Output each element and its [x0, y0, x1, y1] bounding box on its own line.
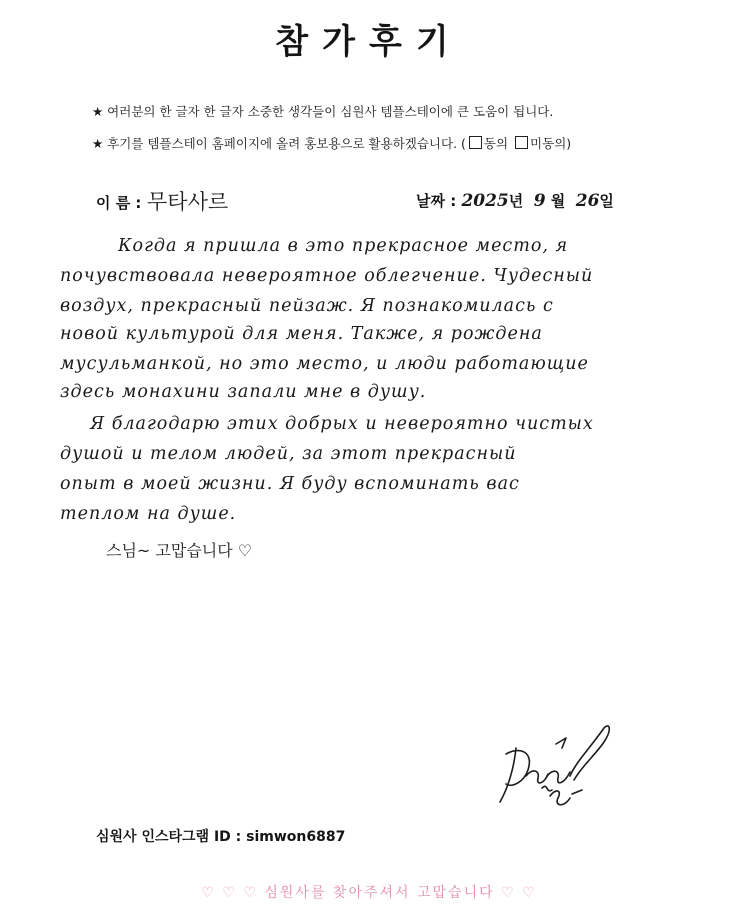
footer-message	[0, 882, 738, 902]
body-line: опыт в моей жизни. Я буду вспоминать вас	[60, 474, 520, 494]
agree-label: 동의	[483, 136, 509, 151]
date-month: 9	[533, 191, 546, 211]
agree-checkbox[interactable]	[469, 136, 482, 149]
notice-2-close: )	[566, 136, 572, 151]
date-month-unit: 월	[550, 192, 566, 210]
body-line: мусульманкой, но это место, и люди работающие	[60, 354, 589, 374]
date-year-unit: 년	[508, 192, 524, 210]
footer-text: 심원사를 찾아주셔서 고맙습니다	[264, 885, 495, 901]
instagram-handle: simwon6887	[246, 829, 346, 845]
date-day: 26	[575, 191, 600, 211]
disagree-checkbox[interactable]	[515, 136, 528, 149]
name-value: 무타사르	[147, 190, 229, 214]
heart-icon: ♡ ♡ ♡	[201, 885, 258, 901]
notice-1: ★ 여러분의 한 글자 한 글자 소중한 생각들이 심원사 템플스테이에 큰 도움이 됩니다.	[92, 104, 554, 119]
thanks-note	[106, 538, 252, 561]
instagram-label: 심원사 인스타그램 ID :	[96, 829, 242, 845]
instagram-id	[96, 826, 345, 846]
thanks-text: 스님~ 고맙습니다	[106, 541, 233, 560]
signature-icon	[486, 718, 626, 818]
body-line: теплом на душе.	[60, 504, 237, 524]
body-line: воздух, прекрасный пейзаж. Я познакомилась с	[60, 296, 554, 316]
body-line: Я благодарю этих добрых и невероятно чистых	[90, 414, 594, 434]
date-year: 2025	[461, 191, 509, 211]
heart-icon: ♡	[237, 541, 253, 560]
page-title: 참가후기	[275, 22, 463, 62]
body-line: новой культурой для меня. Также, я рождена	[60, 324, 543, 344]
body-line: Когда я пришла в это прекрасное место, я	[118, 236, 569, 256]
notice-2-text: ★ 후기를 템플스테이 홈페이지에 올려 홍보용으로 활용하겠습니다. (	[92, 136, 466, 151]
date-day-unit: 일	[599, 192, 614, 210]
heart-icon: ♡ ♡	[501, 885, 537, 901]
body-line: здесь монахини запали мне в душу.	[60, 382, 427, 402]
date-field	[416, 190, 614, 211]
name-label: 이 름 :	[96, 194, 142, 212]
body-line: душой и телом людей, за этот прекрасный	[60, 444, 517, 464]
date-label: 날짜 :	[416, 192, 457, 210]
disagree-label: 미동의	[530, 136, 567, 151]
notice-2	[92, 134, 571, 152]
body-line: почувствовала невероятное облегчение. Чудесный	[60, 266, 594, 286]
